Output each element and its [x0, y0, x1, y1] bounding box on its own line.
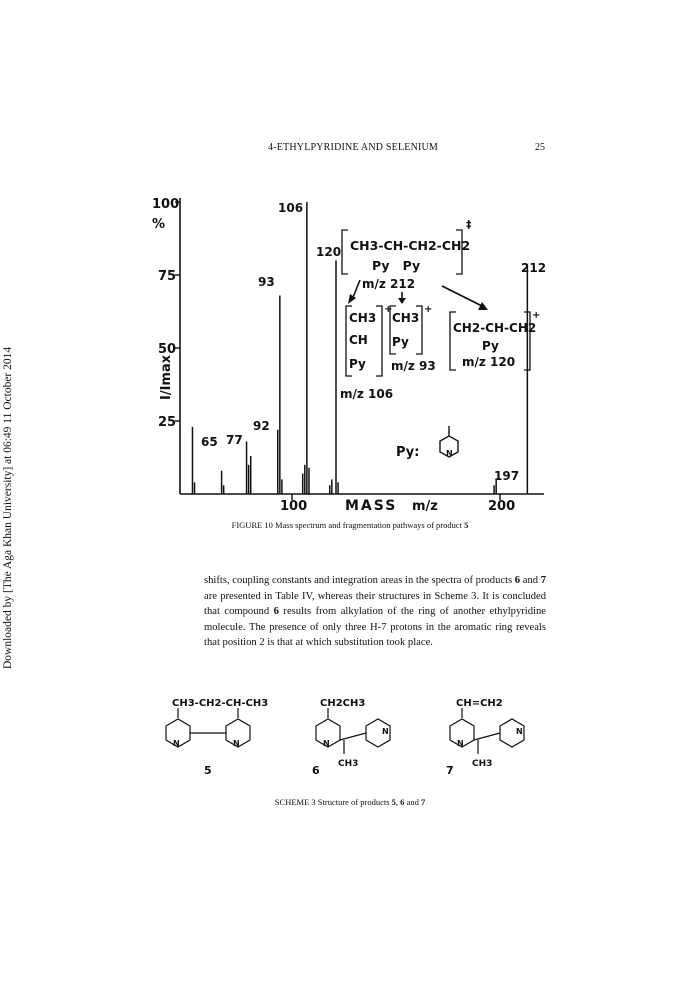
y-tick-75: 75 [158, 269, 177, 284]
fragment-right-sub: Py [482, 339, 499, 353]
scheme-caption-5: 5 [391, 797, 396, 807]
fragment-left-b-1: CH3 [392, 311, 420, 325]
paragraph-bold-3: 6 [273, 606, 279, 618]
scheme-caption [140, 797, 560, 807]
fragment-right: CH2-CH-CH2 [453, 321, 537, 335]
chain-5: CH3-CH2-CH-CH3 [172, 698, 269, 709]
chain-6: CH2CH3 [320, 698, 366, 709]
sub-7: CH3 [472, 759, 493, 769]
fragment-parent: CH3-CH-CH2-CH2 [350, 238, 471, 253]
running-head: 4-ETHYLPYRIDINE AND SELENIUM [268, 142, 439, 153]
paragraph-bold-1: 6 [514, 575, 521, 586]
scheme-caption-sep-2: and [404, 797, 421, 807]
x-axis-unit: m/z [412, 499, 438, 514]
page-number: 25 [535, 142, 545, 153]
scheme-caption-sep-1: , [395, 797, 401, 807]
fragment-parent-sub: Py Py [372, 258, 421, 273]
paragraph-seg-2: and [520, 575, 541, 586]
svg-text:N: N [516, 727, 523, 736]
fragment-mz-93: m/z 93 [391, 359, 436, 373]
body-paragraph [204, 573, 546, 651]
fragment-left-b-2: Py [392, 335, 409, 349]
peak-label-93: 93 [258, 275, 275, 289]
fragmentation-scheme [340, 218, 540, 460]
y-tick-50: 50 [158, 342, 177, 357]
svg-text:N: N [446, 449, 453, 458]
mass-spectrum-figure [140, 188, 560, 530]
figure-caption-product: 5 [464, 520, 469, 530]
fragment-left-a-2: CH [349, 333, 368, 347]
fragment-mz-106: m/z 106 [340, 387, 394, 401]
svg-text:+: + [532, 310, 541, 321]
y-tick-100: 100 [152, 197, 180, 212]
svg-text:‡: ‡ [466, 218, 472, 231]
structure-label-6: 6 [312, 764, 320, 777]
svg-text:+: + [424, 304, 433, 315]
paragraph-seg-4: results from alkylation of the ring of another ethylpyridine molecule. The presence of only three H-7 protons in the aromatic ring reveals that position 2 is that at which substitution took place. [204, 606, 546, 649]
y-unit-percent: % [152, 217, 166, 232]
svg-text:N: N [233, 739, 240, 748]
structure-5 [166, 698, 268, 777]
fragment-mz-120: m/z 120 [462, 355, 516, 369]
structure-7 [446, 698, 524, 777]
paragraph-seg-3: are presented in Table IV, whereas their structures in Scheme 3. It is concluded that compound [204, 590, 546, 618]
structure-6 [312, 698, 390, 777]
peak-label-92: 92 [253, 419, 270, 433]
fragment-left-a-3: Py [349, 357, 366, 371]
figure-caption-text: FIGURE 10 Mass spectrum and fragmentation pathways of product [231, 520, 463, 530]
y-tick-25: 25 [158, 415, 177, 430]
svg-text:N: N [323, 739, 330, 748]
scheme-caption-text: SCHEME 3 Structure of products [274, 797, 392, 807]
peak-label-197: 197 [494, 469, 520, 483]
chain-7: CH=CH2 [456, 698, 503, 709]
x-axis-label: MASS [345, 498, 398, 514]
peak-label-212: 212 [521, 261, 547, 275]
y-axis-title: I/Imax [159, 354, 174, 400]
x-tick-100: 100 [280, 499, 308, 514]
svg-text:N: N [173, 739, 180, 748]
scheme-3-structures [150, 688, 550, 788]
structure-label-5: 5 [204, 764, 212, 777]
figure-caption [140, 520, 560, 530]
svg-text:+: + [384, 304, 393, 315]
peak-label-120: 120 [316, 245, 342, 259]
mass-spectrum-svg [140, 188, 560, 518]
x-tick-200: 200 [488, 499, 516, 514]
peak-label-65: 65 [201, 435, 218, 449]
peak-label-77: 77 [226, 433, 243, 447]
paragraph-bold-2: 7 [540, 575, 547, 586]
structure-label-7: 7 [446, 764, 454, 777]
py-legend-label: Py: [396, 445, 420, 460]
paragraph-seg-1: shifts, coupling constants and integration areas in the spectra of products [204, 575, 515, 586]
sub-6: CH3 [338, 759, 359, 769]
scheme-svg [150, 688, 550, 788]
scheme-caption-6: 6 [400, 797, 405, 807]
scheme-caption-7: 7 [420, 797, 426, 807]
download-watermark: Downloaded by [The Aga Khan University] at 06:49 11 October 2014 [2, 346, 14, 670]
peak-label-106: 106 [278, 201, 304, 215]
svg-text:N: N [382, 727, 389, 736]
fragment-parent-mz: m/z 212 [362, 277, 416, 291]
pyridine-ring-icon [440, 426, 458, 458]
fragment-left-a-1: CH3 [349, 311, 377, 325]
svg-text:N: N [457, 739, 464, 748]
